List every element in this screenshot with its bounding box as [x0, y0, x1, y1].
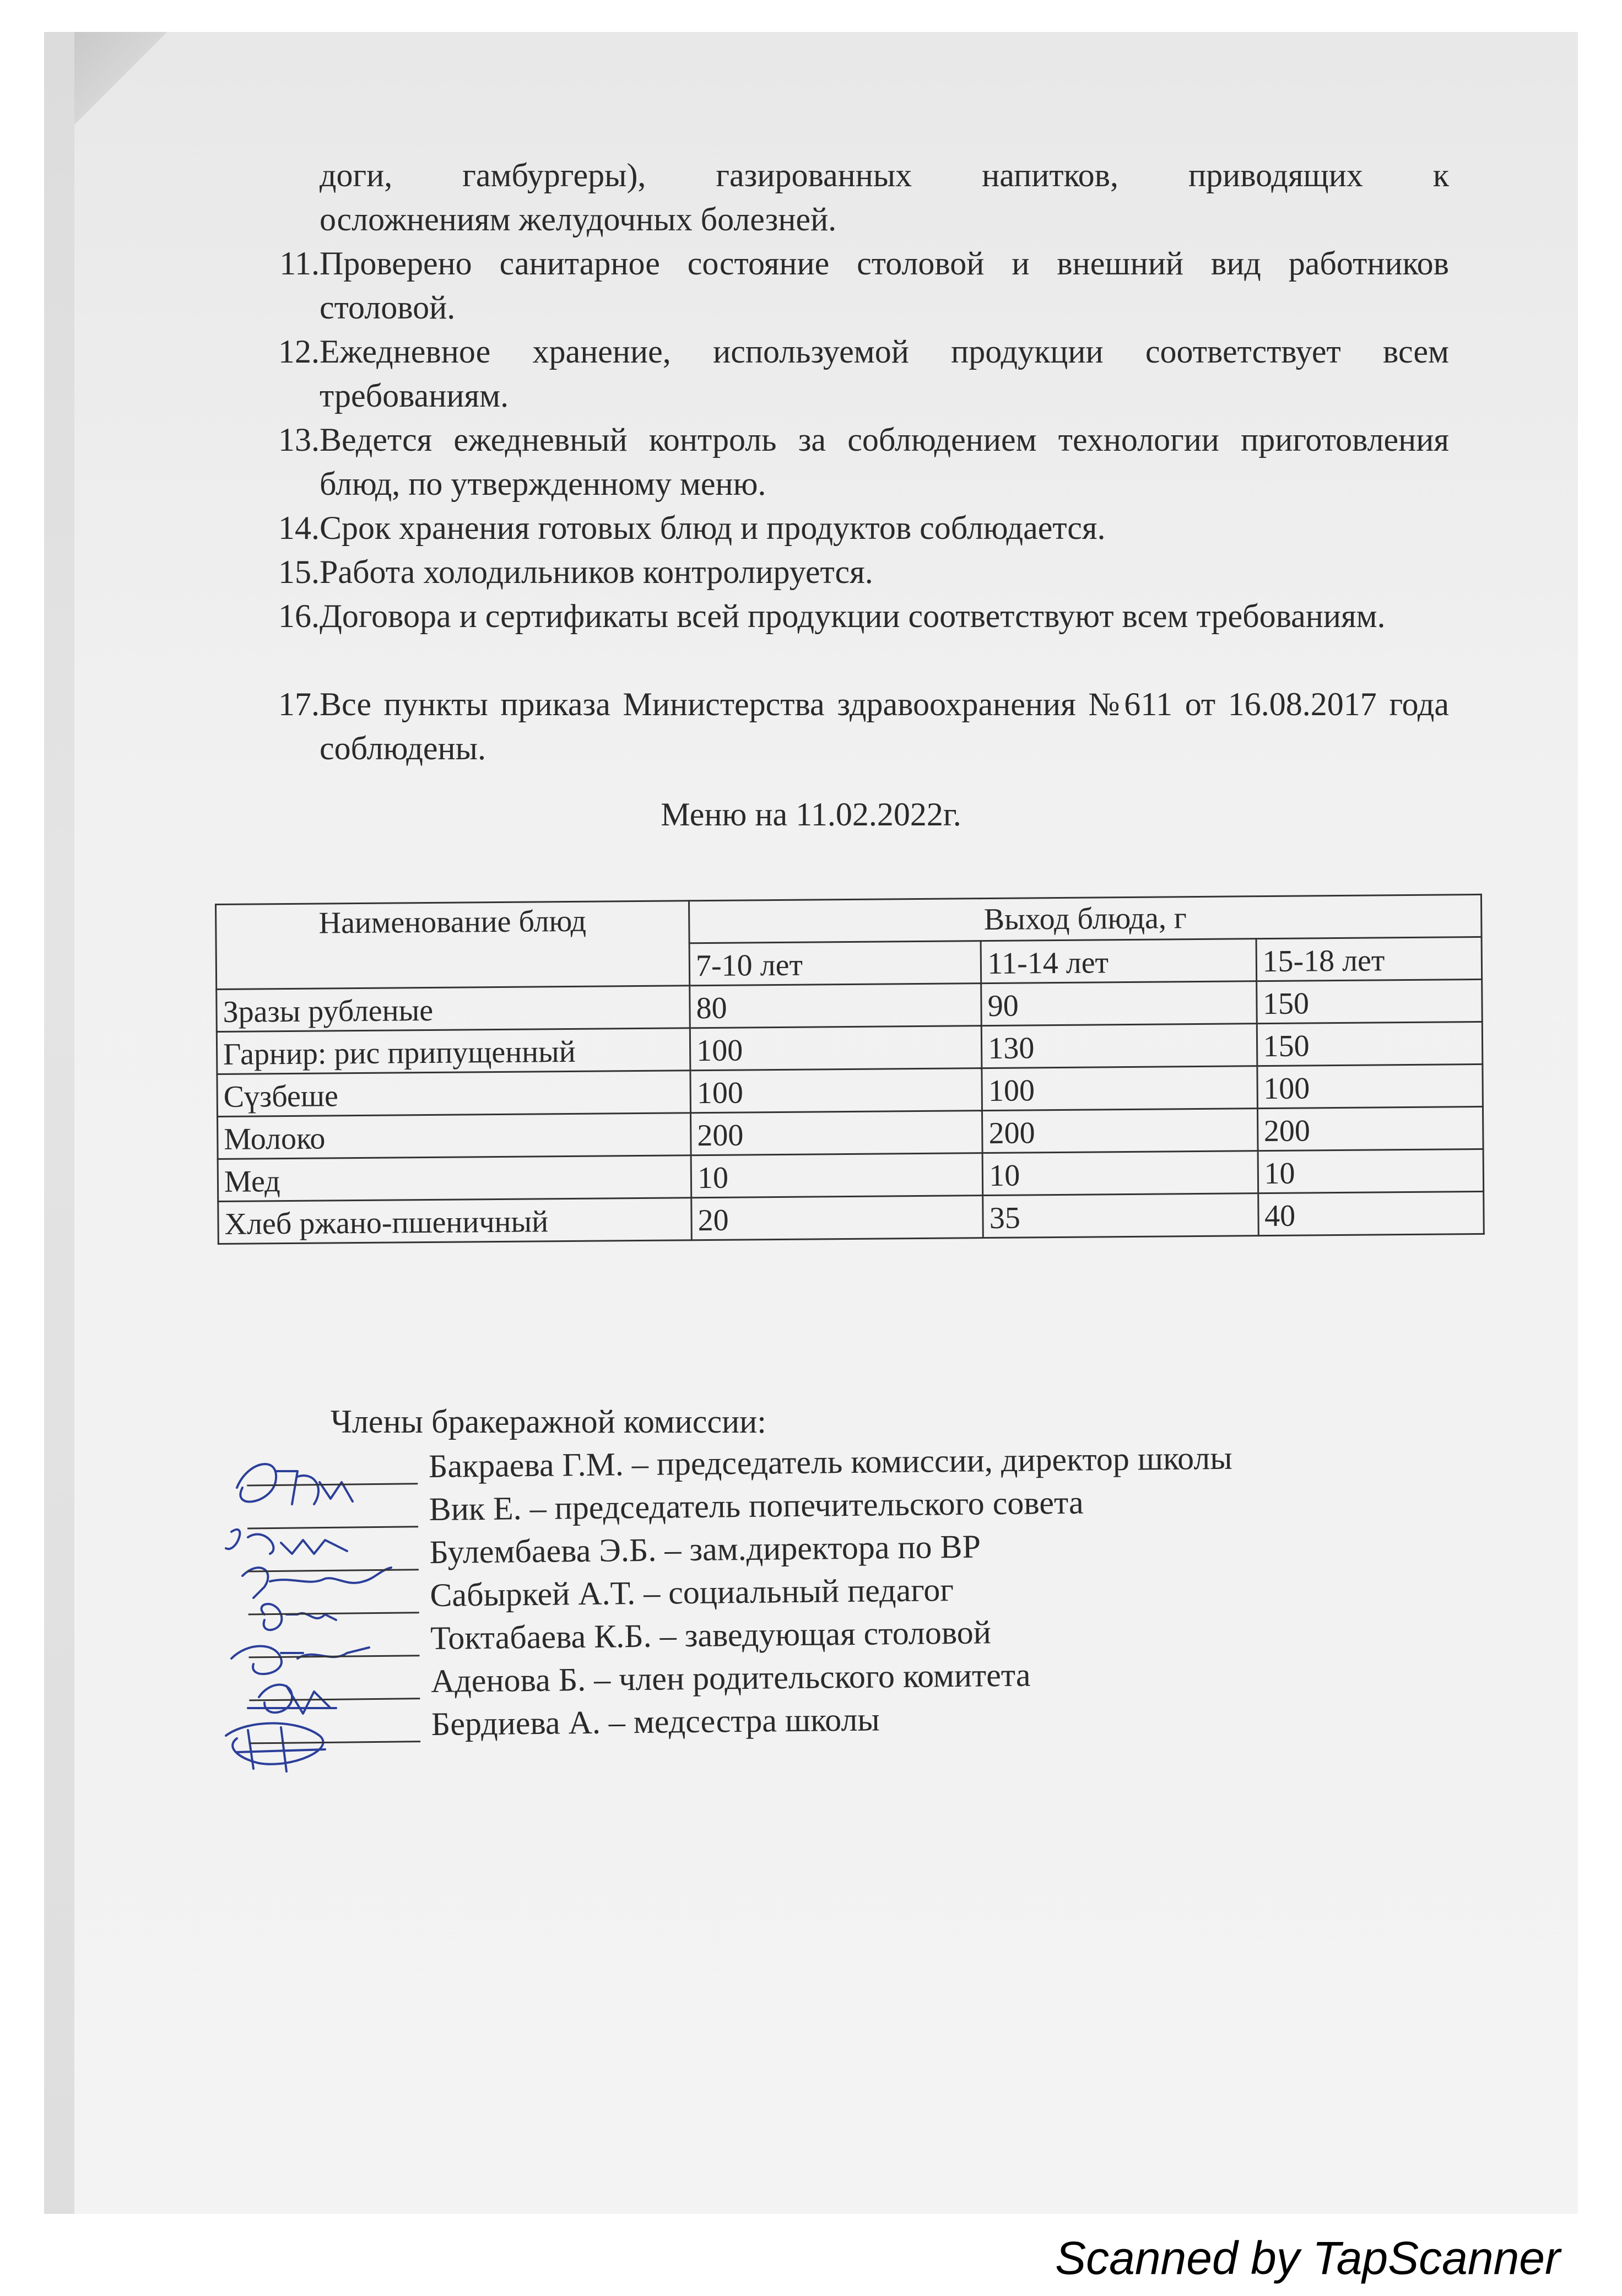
- yield-15-18: 150: [1256, 979, 1482, 1023]
- yield-11-14: 35: [983, 1193, 1258, 1238]
- intro-line-1: доги, гамбургеры), газированных напитков, приводящих к: [320, 157, 1449, 193]
- list-text: Работа холодильников контролируется.: [320, 554, 873, 590]
- yield-11-14: 130: [982, 1024, 1257, 1068]
- list-item-14: [264, 506, 1449, 550]
- yield-7-10: 100: [690, 1068, 982, 1113]
- list-number: 17.: [278, 686, 320, 722]
- member-3: Булембаева Э.Б. – зам.директора по ВР: [247, 1520, 1460, 1575]
- list-text: Договора и сертификаты всей продукции соответствуют всем требованиям.: [320, 598, 1386, 634]
- list-number: 11.: [279, 245, 320, 282]
- dish-name: Зразы рубленые: [217, 986, 690, 1032]
- yield-11-14: 90: [981, 981, 1257, 1026]
- dish-name: Сүзбеше: [217, 1071, 691, 1117]
- list-item-15: [264, 550, 1449, 594]
- yield-15-18: 100: [1257, 1064, 1483, 1108]
- member-5: Токтабаева К.Б. – заведующая столовой: [248, 1606, 1461, 1661]
- list-item-17: [264, 682, 1449, 770]
- yield-15-18: 40: [1258, 1191, 1484, 1235]
- commission-title: Члены бракеражной комиссии:: [331, 1403, 766, 1440]
- yield-11-14: 100: [982, 1066, 1257, 1111]
- dish-name: Гарнир: рис припущенный: [217, 1028, 690, 1074]
- yield-7-10: 80: [690, 984, 982, 1028]
- yield-7-10: 200: [691, 1111, 983, 1155]
- list-text: Ведется ежедневный контроль за соблюдением технологии приготовления блюд, по утвержденному меню.: [320, 422, 1449, 502]
- list-text: Все пункты приказа Министерства здравоохранения №611 от 16.08.2017 года соблюдены.: [320, 686, 1449, 766]
- col-header-yield: Выход блюда, г: [689, 894, 1482, 943]
- signature-line: [249, 1698, 420, 1701]
- list-item-16: [264, 594, 1449, 638]
- member-1: Бакраева Г.М. – председатель комиссии, директор школы: [247, 1434, 1459, 1489]
- yield-11-14: 10: [982, 1151, 1258, 1196]
- col-header-age-11-14: 11-14 лет: [981, 939, 1256, 984]
- yield-15-18: 10: [1258, 1149, 1484, 1193]
- list-item-12: [264, 329, 1449, 418]
- yield-7-10: 10: [691, 1153, 983, 1198]
- list-number: 15.: [278, 554, 320, 590]
- list-text: Проверено санитарное состояние столовой и внешний вид работников столовой.: [320, 245, 1449, 326]
- dish-name: Молоко: [218, 1113, 691, 1159]
- member-2: Вик Е. – председатель попечительского совета: [247, 1477, 1459, 1532]
- signature-line: [250, 1741, 420, 1744]
- list-number: 12.: [278, 333, 320, 370]
- menu-title: Меню на 11.02.2022г.: [661, 796, 961, 833]
- member-7: Бердиева А. – медсестра школы: [249, 1692, 1462, 1747]
- col-header-age-15-18: 15-18 лет: [1256, 937, 1482, 981]
- dish-name: Мед: [218, 1155, 691, 1202]
- signature-line: [247, 1526, 418, 1529]
- dish-name: Хлеб ржано-пшеничный: [218, 1198, 692, 1244]
- menu-table: [215, 894, 1485, 1245]
- list-text: Ежедневное хранение, используемой продукции соответствует всем требованиям.: [320, 333, 1449, 414]
- yield-15-18: 200: [1257, 1106, 1483, 1150]
- col-header-dish-name: Наименование блюд: [216, 901, 690, 990]
- list-number: 13.: [278, 422, 320, 458]
- yield-11-14: 200: [982, 1109, 1258, 1153]
- member-6: Аденова Б. – член родительского комитета: [249, 1649, 1462, 1704]
- signature-line: [247, 1483, 418, 1486]
- list-text: Срок хранения готовых блюд и продуктов соблюдается.: [320, 510, 1106, 546]
- list-number: 14.: [278, 510, 320, 546]
- member-4: Сабыркей А.Т. – социальный педагог: [248, 1563, 1461, 1618]
- list-number: 16.: [278, 598, 320, 634]
- col-header-age-7-10: 7-10 лет: [689, 941, 981, 986]
- signature-line: [248, 1569, 419, 1572]
- signature-line: [249, 1655, 420, 1658]
- list-item-13: [264, 418, 1449, 506]
- yield-7-10: 100: [690, 1026, 982, 1071]
- scanner-watermark: Scanned by TapScanner: [1055, 2232, 1560, 2284]
- paper-fold-corner: [74, 32, 168, 142]
- list-item-11: [264, 241, 1449, 329]
- yield-7-10: 20: [691, 1196, 983, 1240]
- intro-line-2: осложнениям желудочных болезней.: [320, 201, 837, 237]
- yield-15-18: 150: [1257, 1022, 1483, 1066]
- signature-line: [248, 1612, 419, 1615]
